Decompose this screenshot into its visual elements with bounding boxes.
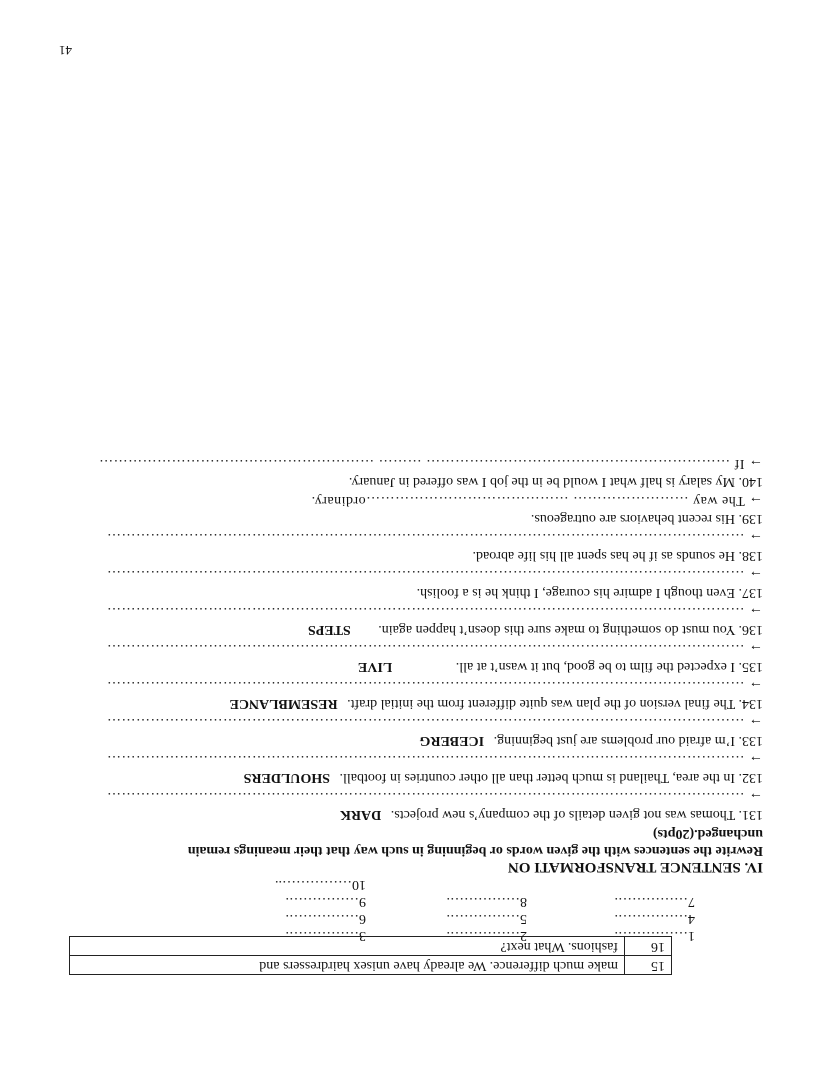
- answer-blank-8[interactable]: 8…………….: [446, 894, 527, 909]
- answer-line[interactable]: → If ……………………………………………………… ……… …………………………………………………: [98, 456, 763, 471]
- answer-line[interactable]: → ……………………………………………………………………………………………………………………: [106, 752, 763, 767]
- line-number: 15: [625, 956, 672, 975]
- sentence-text: 136. You must do something to make sure this doesn’t happen again.: [378, 622, 763, 637]
- answer-blank-4[interactable]: 4…………….: [614, 911, 695, 926]
- answer-blank-10[interactable]: 10……………..: [275, 877, 366, 892]
- answer-blank-3[interactable]: 3…………….: [285, 928, 366, 943]
- sentence-text: 132. In the area, Thailand is much better than all other countries in football.: [339, 770, 763, 785]
- line-text: make much difference. We already have unisex hairdressers and: [70, 956, 625, 975]
- sentence-text: 138. He sounds as if he has spent all his life abroad.: [472, 548, 763, 563]
- sentence-text: 135. I expected the film to be good, but it wasn’t at all.: [455, 659, 763, 674]
- answer-line[interactable]: → ……………………………………………………………………………………………………………………: [106, 604, 763, 619]
- keyword: SHOULDERS: [243, 770, 330, 785]
- sentence-text: 133. I’m afraid our problems are just beginning.: [493, 733, 763, 748]
- answer-line[interactable]: → ……………………………………………………………………………………………………………………: [106, 789, 763, 804]
- answer-line[interactable]: → ……………………………………………………………………………………………………………………: [106, 530, 763, 545]
- exercise-sentence: [244, 769, 763, 785]
- section-instruction-points: unchanged.(20pts): [652, 826, 763, 841]
- table-row: [70, 937, 672, 956]
- sentence-text: 134. The final version of the plan was quite different from the initial draft.: [347, 696, 763, 711]
- sentence-text: 140. My salary is half what I would be in the job I was offered in January.: [348, 474, 763, 489]
- exercise-sentence: [358, 658, 763, 674]
- keyword: LIVE: [357, 659, 393, 674]
- exercise-sentence: [349, 473, 763, 489]
- exercise-sentence: [340, 806, 763, 822]
- table-row: [70, 956, 672, 975]
- answer-line[interactable]: → The way …………………… ……………………………………ordinary.: [311, 493, 763, 508]
- section-instruction: Rewrite the sentences with the given words or beginning in such way that their meanings remain: [187, 843, 763, 858]
- exercise-sentence: [531, 510, 763, 526]
- keyword: RESEMBLANCE: [229, 696, 338, 711]
- line-text: fashions. What next?: [70, 937, 625, 956]
- page-number: 41: [59, 43, 72, 58]
- keyword: STEPS: [307, 622, 351, 637]
- sentence-text: 131. Thomas was not given details of the company’s new projects.: [390, 807, 763, 822]
- keyword: DARK: [340, 807, 382, 822]
- sentence-text: 137. Even though I admire his courage, I think he is a foolish.: [416, 585, 763, 600]
- exercise-sentence: [473, 547, 763, 563]
- answer-blank-5[interactable]: 5…………….: [446, 911, 527, 926]
- answer-line[interactable]: → ……………………………………………………………………………………………………………………: [106, 567, 763, 582]
- exercise-sentence: [229, 695, 763, 711]
- line-number: 16: [625, 937, 672, 956]
- answer-blank-7[interactable]: 7…………….: [614, 894, 695, 909]
- answer-blank-9[interactable]: 9…………….: [285, 894, 366, 909]
- answer-blank-1[interactable]: 1…………….: [614, 928, 695, 943]
- exercise-sentence: [308, 621, 763, 637]
- answer-line[interactable]: → ……………………………………………………………………………………………………………………: [106, 715, 763, 730]
- answer-blank-6[interactable]: 6…………….: [285, 911, 366, 926]
- section-heading: IV. SENTENCE TRANSFORMATI ON: [507, 859, 763, 875]
- exercise-sentence: [417, 584, 763, 600]
- keyword: ICEBERG: [419, 733, 485, 748]
- text-table: [69, 936, 672, 975]
- exercise-sentence: [419, 732, 763, 748]
- answer-line[interactable]: → ……………………………………………………………………………………………………………………: [106, 641, 763, 656]
- answer-line[interactable]: → ……………………………………………………………………………………………………………………: [106, 678, 763, 693]
- answer-blank-2[interactable]: 2…………….: [446, 928, 527, 943]
- sentence-text: 139. His recent behaviors are outrageous.: [530, 511, 763, 526]
